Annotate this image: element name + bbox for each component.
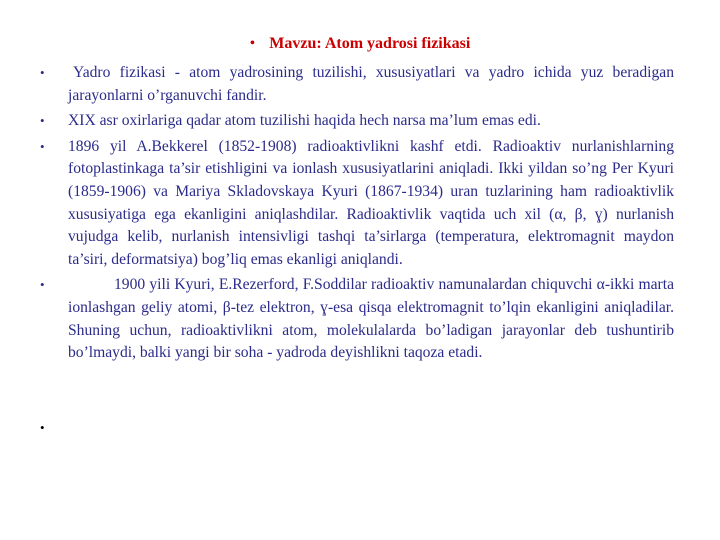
list-item (0, 62, 720, 107)
list-item (0, 110, 720, 133)
slide-title (0, 35, 720, 53)
bullet-marker: • (40, 138, 45, 154)
title-bullet: • (249, 35, 256, 52)
title-text: Mavzu: Atom yadrosi fizikasi (269, 35, 471, 52)
list-item-text: 1896 yil A.Bekkerel (1852-1908) radioaktivlikni kashf etdi. Radioaktiv nurlanishlarning fotoplastinkaga ta’sir etishligini va ionlash xususiyatlarini aniqladi. Ikki yildan so’ng Per Kyuri (1859-1906) va Mariya Skladovskaya Kyuri (1867-1934) uran tuzlarining ham radioaktivlik xususiyatiga ega ekanligini aniqlashdilar. Radioaktivlik vaqtida uch xil (α, β, ɣ) nurlanish vujudga kelib, nurlanish intensivligi tashqi ta’sirlarga (temperatura, elektromagnit maydon ta’siri, deformatsiya) bog’liq emas ekanligi aniqlandi. (68, 137, 674, 268)
list-item-text: 1900 yili Kyuri, E.Rezerford, F.Soddilar radioaktiv namunalardan chiquvchi α-ikki marta ionlashgan geliy atomi, β-tez elektron, ɣ-esa qisqa elektromagnit to’lqin ekanligini aniqladilar. Shuning uchun, radioaktivlikni atom, molekulalarda bo’ladigan jarayonlar deb tushuntirib bo’lmaydi, balki yangi bir soha - yadroda deyishlikni taqoza etadi. (68, 276, 674, 362)
bullet-marker: • (40, 113, 45, 129)
list-item-text: XIX asr oxirlariga qadar atom tuzilishi haqida hech narsa ma’lum emas edi. (68, 112, 541, 130)
bullet-marker: • (40, 277, 45, 293)
bullet-marker: • (40, 65, 45, 80)
list-item-text: Yadro fizikasi - atom yadrosining tuzilishi, xususiyatlari va yadro ichida yuz beradigan jarayonlarni o’rganuvchi fandir. (68, 64, 674, 104)
bullet-list (0, 62, 720, 368)
list-item (0, 274, 720, 364)
empty-bullet-marker: • (40, 420, 45, 435)
list-item (0, 136, 720, 272)
